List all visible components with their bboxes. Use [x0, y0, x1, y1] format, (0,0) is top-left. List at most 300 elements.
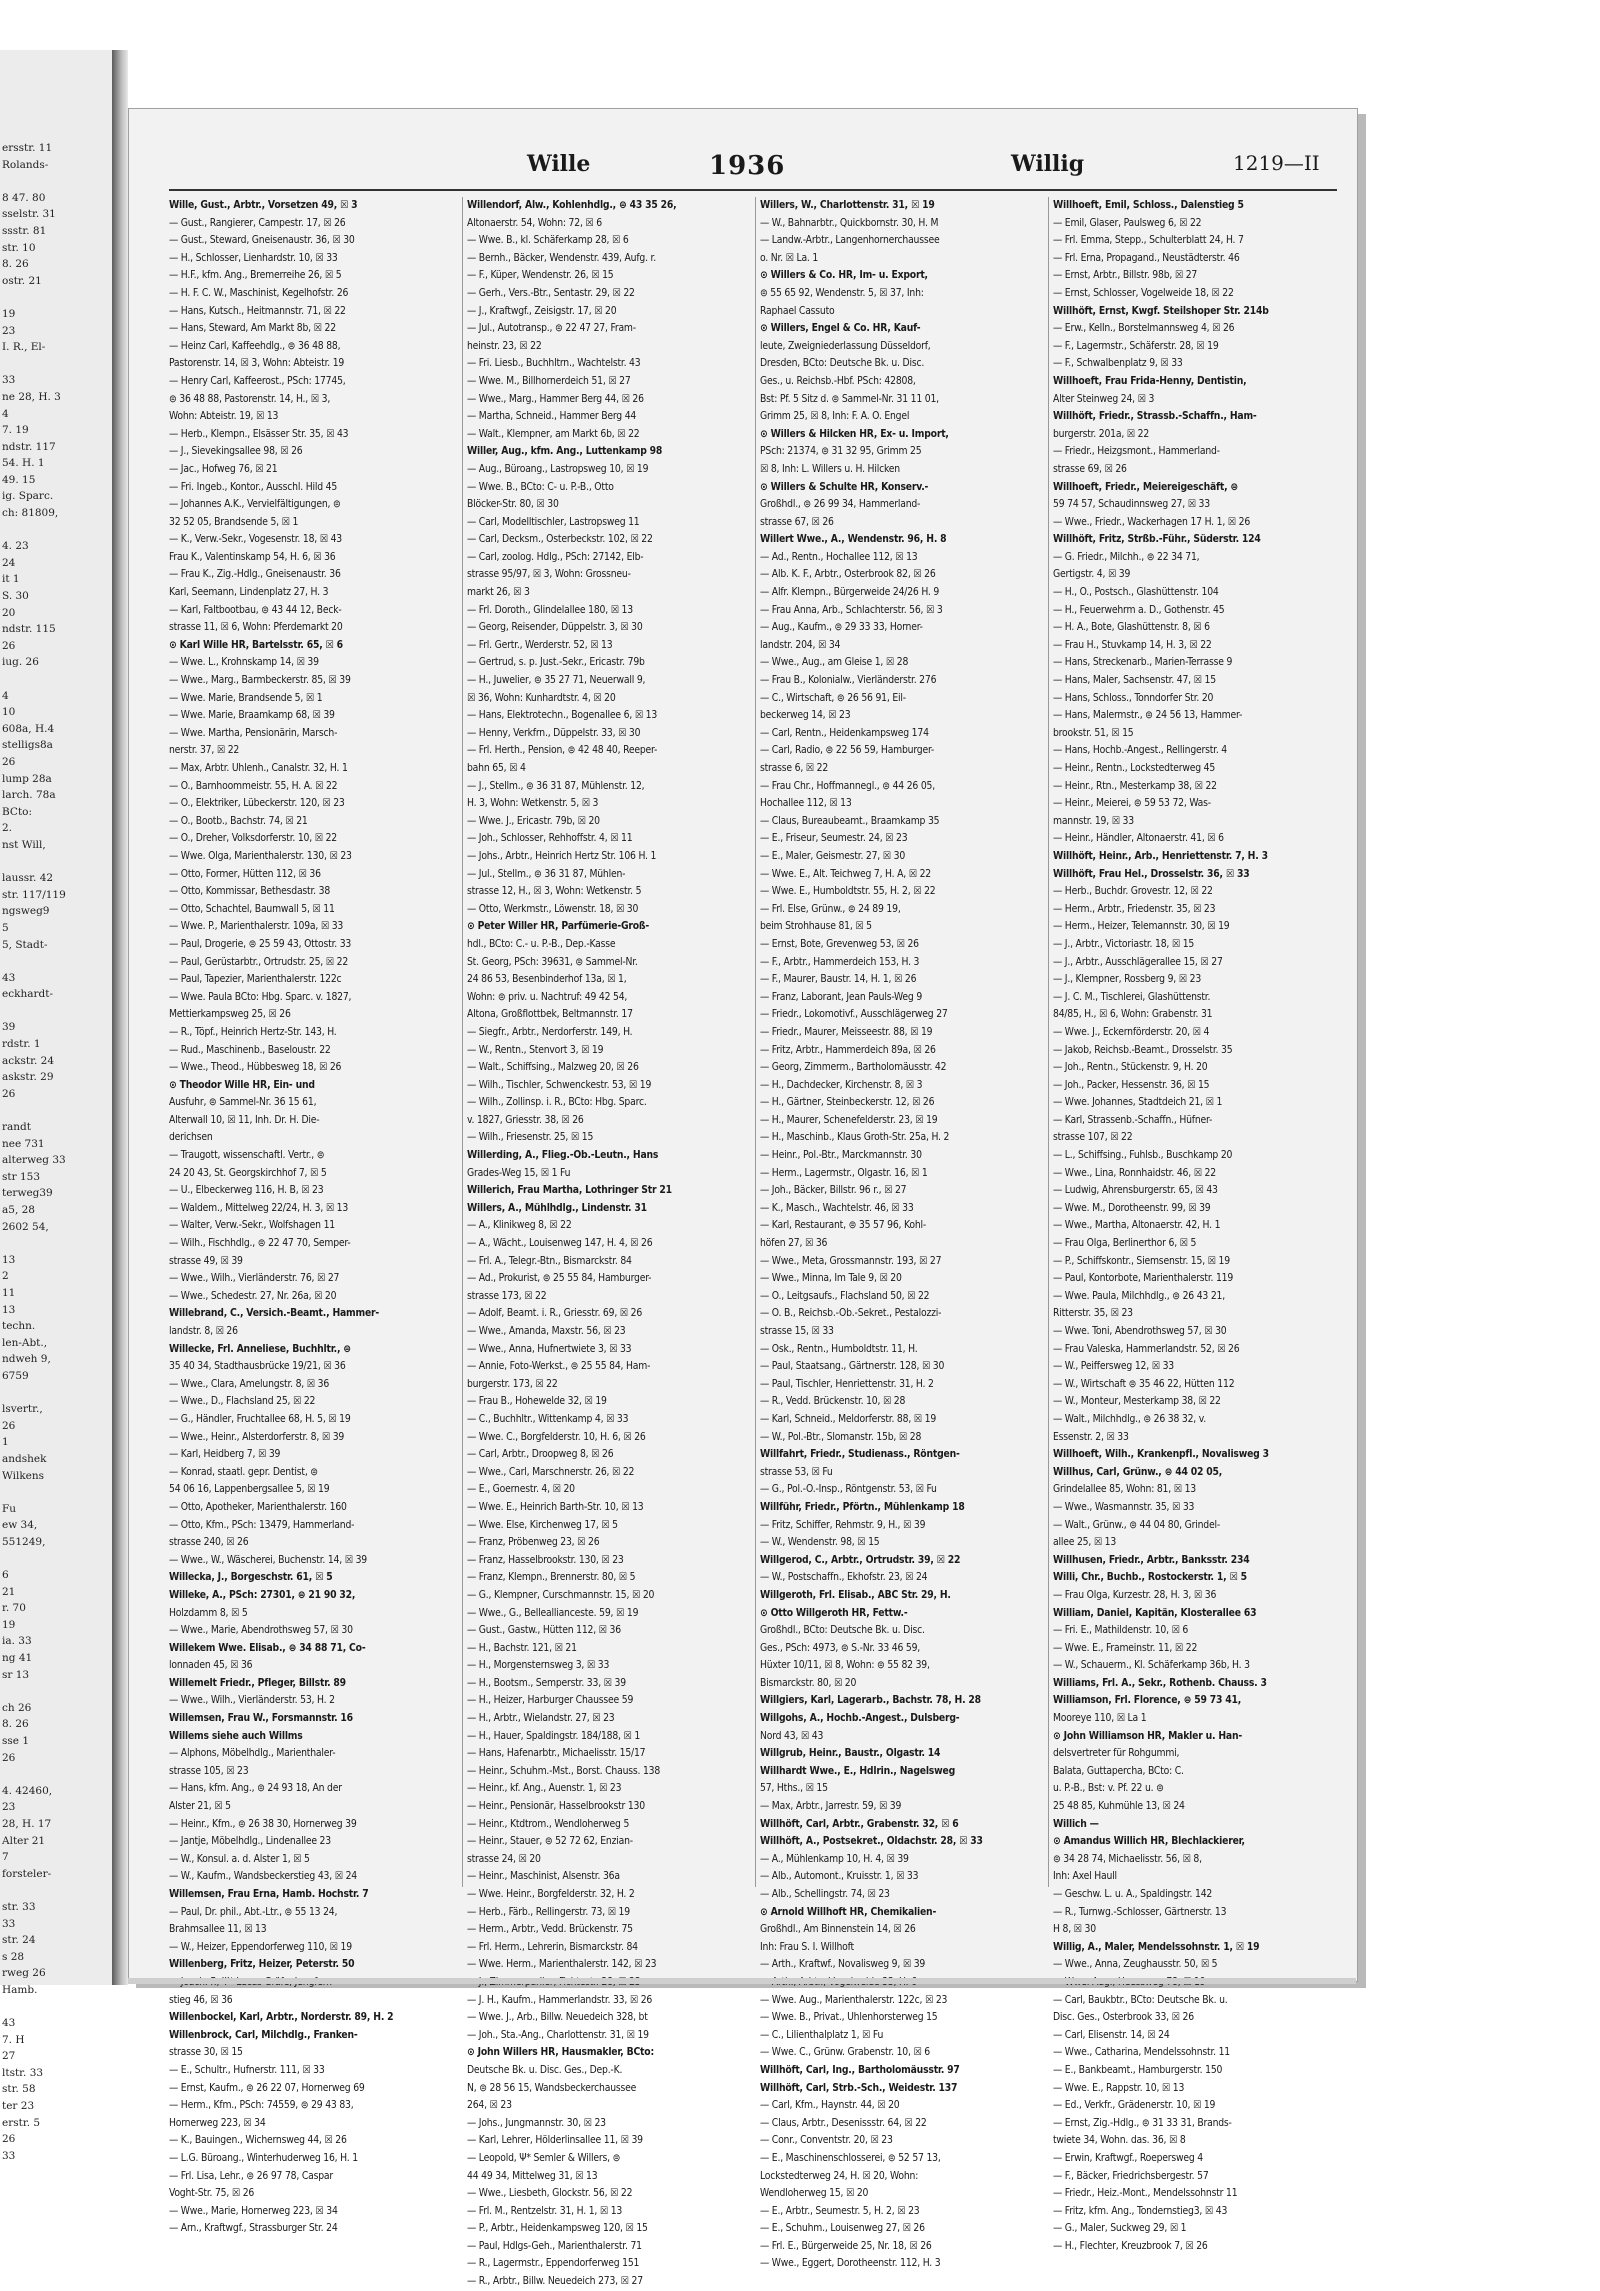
directory-entry: Wohn: Abteistr. 19, ☒ 13	[169, 410, 279, 423]
directory-entry: lonnaden 45, ☒ 36	[169, 1659, 253, 1672]
previous-page-fragment: 26	[2, 1419, 16, 1432]
directory-entry: ⊙ Amandus Willich HR, Blechlackierer,	[1053, 1835, 1245, 1848]
directory-entry: — J. C. M., Tischlerei, Glashüttenstr.	[1053, 990, 1211, 1003]
directory-entry: Willgiers, Karl, Lagerarb., Bachstr. 78, H. 28	[760, 1694, 981, 1707]
previous-page-fragment: techn.	[2, 1320, 36, 1333]
directory-entry: — W., Bahnarbtr., Quickbornstr. 30, H. M	[760, 216, 939, 229]
directory-entry: ☒ 36, Wohn: Kunhardtstr. 4, ☒ 20	[467, 691, 616, 704]
directory-entry: — Ernst, Bote, Grevenweg 53, ☒ 26	[760, 937, 919, 950]
directory-entry: — Wwe. Paula BCto: Hbg. Sparc. v. 1827,	[169, 990, 352, 1003]
directory-entry: — R., Turnwg.-Schlosser, Gärtnerstr. 13	[1053, 1905, 1227, 1918]
directory-entry: — Wwe., Anna, Hufnertwiete 3, ☒ 33	[467, 1342, 632, 1355]
directory-entry: — Frl. Herm., Lehrerin, Bismarckstr. 84	[467, 1940, 638, 1953]
directory-entry: Willhöft, Ernst, Kwgf. Steilshoper Str. 214b	[1053, 304, 1269, 317]
directory-entry: — Wwe., G., Belleallianceste. 59, ☒ 19	[467, 1606, 639, 1619]
directory-entry: landstr. 8, ☒ 26	[169, 1325, 238, 1337]
directory-entry: — Heinr., Kfm., ⊜ 26 38 30, Hornerweg 39	[169, 1817, 357, 1830]
directory-entry: — Wwe. J., Eckernförderstr. 20, ☒ 4	[1053, 1025, 1210, 1038]
directory-entry: Willhardt Wwe., E., Hdlrin., Nagelsweg	[760, 1764, 955, 1777]
directory-entry: — Alb., Schellingstr. 74, ☒ 23	[760, 1888, 890, 1900]
previous-page-fragment: str. 58	[2, 2083, 36, 2096]
previous-page-fragment: Wilkens	[2, 1469, 45, 1482]
directory-entry: burgerstr. 201a, ☒ 22	[1053, 427, 1150, 440]
directory-entry: — Herb., Klempn., Elsässer Str. 35, ☒ 43	[169, 427, 349, 440]
directory-entry: H. 3, Wohn: Wetkenstr. 5, ☒ 3	[467, 797, 599, 810]
previous-page-fragment: nee 731	[2, 1137, 45, 1150]
directory-entry: — Paul, Staatsang., Gärtnerstr. 128, ☒ 30	[760, 1360, 945, 1373]
directory-entry: — Paul, Gerüstarbtr., Ortrudstr. 25, ☒ 22	[169, 955, 349, 968]
directory-entry: 54 06 16, Lappenbergsallee 5, ☒ 19	[169, 1483, 330, 1496]
directory-entry: — Rud., Maschinenb., Baseloustr. 22	[169, 1043, 331, 1056]
directory-entry: — Wwe. Marie, Braamkamp 68, ☒ 39	[169, 709, 335, 722]
directory-entry: Dresden, BCto: Deutsche Bk. u. Disc.	[760, 357, 925, 370]
directory-entry: — O., Dreher, Volksdorferstr. 10, ☒ 22	[169, 832, 337, 845]
directory-entry: — Wwe., D., Flachsland 25, ☒ 22	[169, 1395, 316, 1408]
directory-entry: — Wwe. E., Alt. Teichweg 7, H. A, ☒ 22	[760, 867, 931, 880]
directory-entry: Altonaerstr. 54, Wohn: 72, ☒ 6	[467, 216, 602, 229]
directory-entry: — Frau B., Kolonialw., Vierländerstr. 276	[760, 674, 937, 687]
directory-entry: — R., Arbtr., Billw. Neuedeich 273, ☒ 27	[467, 2275, 643, 2288]
directory-entry: — K., Bauingen., Wichernsweg 44, ☒ 26	[169, 2134, 347, 2147]
directory-entry: — Jac., Hofweg 76, ☒ 21	[169, 462, 278, 475]
previous-page-fragment: ndstr. 117	[2, 440, 56, 453]
directory-entry: — Walt., Grünw., ⊜ 44 04 80, Grindel-	[1053, 1518, 1220, 1531]
directory-entry: — Karl, Faltbootbau, ⊜ 43 44 12, Beck-	[169, 603, 342, 616]
directory-entry: strasse 6, ☒ 22	[760, 762, 829, 774]
directory-entry: — Walt., Milchhdlg., ⊜ 26 38 32, v.	[1053, 1412, 1207, 1425]
directory-entry: Großhdl., Am Binnenstein 14, ☒ 26	[760, 1923, 916, 1936]
directory-entry: Altona, Großflottbek, Beltmannstr. 17	[467, 1008, 633, 1021]
directory-entry: Inh: Frau S. I. Willhoft	[760, 1940, 854, 1953]
directory-entry: — Heinr., Ktdtrom., Wendloherweg 5	[467, 1817, 630, 1830]
directory-entry: — W., Rentn., Stenvort 3, ☒ 19	[467, 1043, 604, 1056]
directory-entry: — Heinr., Rtn., Mesterkamp 38, ☒ 22	[1053, 779, 1217, 792]
page-bottom-edge	[128, 1978, 1356, 1984]
directory-entry: William, Daniel, Kapitän, Klosterallee 63	[1053, 1606, 1257, 1619]
directory-entry: nerstr. 37, ☒ 22	[169, 744, 240, 757]
previous-page-fragment	[2, 356, 112, 373]
directory-entry: — Wwe., Martha, Altonaerstr. 42, H. 1	[1053, 1219, 1221, 1232]
directory-entry: — Alb. K. F., Arbtr., Osterbrook 82, ☒ 26	[760, 568, 936, 581]
directory-entry: — Wwe., Wilh., Vierländerstr. 76, ☒ 27	[169, 1272, 340, 1285]
previous-page-fragment: 7. H	[2, 2033, 25, 2046]
previous-page-fragment: ltstr. 33	[2, 2066, 44, 2079]
directory-entry: — E., Maschinenschlosserei, ⊜ 52 57 13,	[760, 2151, 941, 2164]
directory-entry: Willemsen, Frau Erna, Hamb. Hochstr. 7	[169, 1888, 369, 1900]
directory-entry: PSch: 21374, ⊜ 31 32 95, Grimm 25	[760, 445, 922, 458]
directory-entry: — Franz, Klempn., Brennerstr. 80, ☒ 5	[467, 1571, 636, 1584]
directory-entry: — Karl, Heidberg 7, ☒ 39	[169, 1448, 281, 1461]
directory-entry: — C., Lilienthalplatz 1, ☒ Fu	[760, 2028, 884, 2041]
header-page-number: 1219—II	[1233, 151, 1320, 175]
directory-entry: o. Nr. ☒ La. 1	[760, 251, 819, 264]
directory-entry: — H., Flechter, Kreuzbrook 7, ☒ 26	[1053, 2239, 1208, 2252]
directory-entry: — Wwe., Meta, Grossmannstr. 193, ☒ 27	[760, 1254, 942, 1267]
previous-page-fragment: ackstr. 24	[2, 1054, 55, 1067]
directory-entry: — Landw.-Arbtr., Langenhornerchaussee	[760, 234, 940, 247]
directory-entry: mannstr. 19, ☒ 33	[1053, 814, 1134, 827]
previous-page-fragment: it 1	[2, 573, 20, 586]
directory-entry: — H. F. C. W., Maschinist, Kegelhofstr. 26	[169, 286, 349, 299]
previous-page-fragment: 26	[2, 1087, 16, 1100]
directory-entry: strasse 53, ☒ Fu	[760, 1465, 833, 1478]
directory-entry: — Wwe. B., kl. Schäferkamp 28, ☒ 6	[467, 234, 629, 247]
directory-entry: ⊙ Willers, Engel & Co. HR, Kauf-	[760, 322, 921, 335]
directory-entry: ⊜ 36 48 88, Pastorenstr. 14, H., ☒ 3,	[169, 392, 331, 405]
directory-entry: — Paul, Tapezier, Marienthalerstr. 122c	[169, 973, 342, 986]
directory-entry: — C., Buchhltr., Wittenkamp 4, ☒ 33	[467, 1412, 629, 1425]
directory-entry: — Wwe. C., Grünw. Grabenstr. 10, ☒ 6	[760, 2046, 930, 2059]
directory-entry: — Wwe. Heinr., Borgfelderstr. 32, H. 2	[467, 1888, 635, 1900]
directory-entry: — Hans, Hochb.-Angest., Rellingerstr. 4	[1053, 744, 1227, 757]
directory-entry: — Jul., Stellm., ⊜ 36 31 87, Mühlen-	[467, 867, 626, 880]
directory-entry: — Wwe., Clara, Amelungstr. 8, ☒ 36	[169, 1377, 330, 1390]
directory-entry: Willert Wwe., A., Wendenstr. 96, H. 8	[760, 533, 947, 546]
directory-entry: — Hans, Maler, Sachsenstr. 47, ☒ 15	[1053, 674, 1216, 687]
previous-page-fragment: 4. 42460,	[2, 1784, 53, 1797]
previous-page-fragment	[2, 854, 112, 871]
directory-entry: — Friedr., Lokomotivf., Ausschlägerweg 27	[760, 1008, 948, 1021]
previous-page-fragment: I. R., El-	[2, 341, 46, 354]
directory-entry: — Wwe., W., Wäscherei, Buchenstr. 14, ☒ 39	[169, 1553, 367, 1566]
directory-entry: stieg 46, ☒ 36	[169, 1993, 233, 2006]
previous-page-fragment	[2, 289, 112, 306]
directory-entry: — Wwe., Wilh., Vierländerstr. 53, H. 2	[169, 1694, 335, 1707]
directory-entry: — J., Arbtr., Ausschlägerallee 15, ☒ 27	[1053, 955, 1223, 968]
directory-entry: — Wwe., Liesbeth, Glockstr. 56, ☒ 22	[467, 2187, 633, 2200]
directory-entry: Willhoeft, Friedr., Meiereigeschäft, ⊜	[1053, 480, 1238, 493]
directory-entry: — Wwe., Minna, Im Tale 9, ☒ 20	[760, 1272, 902, 1285]
previous-page-fragment	[2, 1102, 112, 1119]
directory-entry: — F., Küper, Wendenstr. 26, ☒ 15	[467, 269, 614, 282]
previous-page-fragment: Fu	[2, 1502, 17, 1515]
previous-page-fragment: askstr. 29	[2, 1071, 54, 1084]
directory-entry: — Herm., Arbtr., Friedenstr. 35, ☒ 23	[1053, 902, 1216, 915]
directory-entry: Grades-Weg 15, ☒ 1 Fu	[467, 1166, 571, 1179]
directory-entry: — U., Elbeckerweg 116, H. B, ☒ 23	[169, 1184, 324, 1197]
directory-entry: — L.G. Büroang., Winterhuderweg 16, H. 1	[169, 2151, 358, 2164]
directory-entry: Voght-Str. 75, ☒ 26	[169, 2187, 255, 2200]
previous-page-fragment	[2, 1235, 112, 1252]
directory-entry: H 8, ☒ 30	[1053, 1923, 1096, 1936]
directory-entry: — Wwe. B., Privat., Uhlenhorsterweg 15	[760, 2011, 938, 2024]
directory-entry: — Ad., Rentn., Hochallee 112, ☒ 13	[760, 550, 918, 563]
directory-entry: derichsen	[169, 1131, 213, 1144]
directory-entry: Karl, Seemann, Lindenplatz 27, H. 3	[169, 586, 329, 599]
directory-entry: — Wwe., Carl, Marschnerstr. 26, ☒ 22	[467, 1465, 635, 1478]
previous-page-fragment: 26	[2, 1751, 16, 1764]
directory-entry: — G., Klempner, Curschmannstr. 15, ☒ 20	[467, 1588, 655, 1601]
directory-entry: Wendloherweg 15, ☒ 20	[760, 2187, 869, 2200]
directory-entry: — Frau Olga, Kurzestr. 28, H. 3, ☒ 36	[1053, 1588, 1217, 1601]
directory-entry: 264, ☒ 23	[467, 2099, 512, 2112]
previous-page-fragment	[2, 1766, 112, 1783]
previous-page-fragment: eckhardt-	[2, 988, 53, 1001]
previous-page-fragment	[2, 1003, 112, 1020]
previous-page-fragment: 4. 23	[2, 540, 29, 553]
directory-entry: — Arn., Kraftwgf., Strassburger Str. 24	[169, 2222, 338, 2235]
directory-entry: — Hans, Steward, Am Markt 8b, ☒ 22	[169, 322, 336, 335]
directory-entry: — W., Monteur, Mesterkamp 38, ☒ 22	[1053, 1395, 1221, 1408]
previous-page-fragment	[2, 671, 112, 688]
directory-entry: brookstr. 51, ☒ 15	[1053, 726, 1134, 739]
directory-entry: — Herm., Arbtr., Vedd. Brückenstr. 75	[467, 1923, 633, 1936]
previous-page-fragment: sselstr. 31	[2, 208, 56, 221]
directory-entry: — Henry Carl, Kaffeerost., PSch: 17745,	[169, 374, 346, 387]
directory-entry: Willhöft, Fritz, Strßb.-Führ., Süderstr. 124	[1053, 533, 1261, 546]
directory-entry: strasse 240, ☒ 26	[169, 1536, 249, 1549]
directory-entry: strasse 95/97, ☒ 3, Wohn: Grossneu-	[467, 568, 631, 581]
directory-entry: — Heinr., Pol.-Btr., Marckmannstr. 30	[760, 1149, 922, 1162]
directory-entry: Willhoeft, Frau Frida-Henny, Dentistin,	[1053, 374, 1247, 387]
previous-page-fragment: 5, Stadt-	[2, 938, 48, 951]
directory-entry: — Frl. Emma, Stepp., Schulterblatt 24, H. 7	[1053, 234, 1244, 247]
directory-entry: ⊙ Willers & Co. HR, Im- u. Export,	[760, 269, 928, 282]
directory-entry: — Heinr., Meierei, ⊜ 59 53 72, Was-	[1053, 797, 1211, 810]
directory-entry: Willhöft, Carl, Arbtr., Grabenstr. 32, ☒ 6	[760, 1817, 959, 1830]
directory-entry: — F., Schwalbenplatz 9, ☒ 33	[1053, 357, 1183, 370]
directory-entry: — Wwe. J., Ericastr. 79b, ☒ 20	[467, 814, 600, 827]
directory-entry: — Karl, Restaurant, ⊜ 35 57 96, Kohl-	[760, 1219, 927, 1232]
directory-entry: — Gerh., Vers.-Btr., Sentastr. 29, ☒ 22	[467, 286, 635, 299]
previous-page-fragment: ew 34,	[2, 1519, 38, 1532]
directory-entry: — Wwe., Wasmannstr. 35, ☒ 33	[1053, 1500, 1195, 1513]
directory-entry: — Martha, Schneid., Hammer Berg 44	[467, 410, 637, 423]
directory-entry: — Frl. Herth., Pension, ⊜ 42 48 40, Reeper-	[467, 744, 658, 757]
directory-entry: Alterwall 10, ☒ 11, Inh. Dr. H. Die-	[169, 1113, 320, 1126]
previous-page-fragment	[2, 1882, 112, 1899]
directory-entry: — Hans, Malermstr., ⊜ 24 56 13, Hammer-	[1053, 709, 1243, 722]
previous-page-fragment: 24	[2, 556, 16, 569]
previous-page-fragment: 54. H. 1	[2, 457, 45, 470]
directory-entry: — Herm., Lagermstr., Olgastr. 16, ☒ 1	[760, 1166, 928, 1179]
directory-entry: — Bernh., Bäcker, Wendenstr. 439, Aufg. r.	[467, 251, 656, 264]
directory-entry: — Gust., Rangierer, Campestr. 17, ☒ 26	[169, 216, 346, 229]
directory-entry: — Otto, Werkmstr., Löwenstr. 18, ☒ 30	[467, 902, 639, 915]
directory-entry: — F., Bäcker, Friedrichsbergestr. 57	[1053, 2169, 1209, 2182]
previous-page-fragment: 8 47. 80	[2, 191, 46, 204]
directory-entry: — Traugott, wissenschaftl. Vertr., ⊜	[169, 1149, 325, 1162]
directory-entry: — Wwe. Paula, Milchhdlg., ⊜ 26 43 21,	[1053, 1289, 1225, 1302]
previous-page-fragment: str. 24	[2, 1934, 36, 1947]
directory-entry: — J. H., Kaufm., Hammerlandstr. 33, ☒ 26	[467, 1993, 653, 2006]
directory-entry: — Herm., Kfm., PSch: 74559, ⊜ 29 43 83,	[169, 2099, 354, 2112]
previous-page-fragment: a5, 28	[2, 1204, 35, 1216]
header-year: 1936	[709, 151, 786, 181]
directory-entry: beim Strohhause 81, ☒ 5	[760, 920, 872, 933]
directory-entry: — Carl, Arbtr., Droopweg 8, ☒ 26	[467, 1448, 614, 1461]
directory-entry: — Joh., Packer, Hessenstr. 36, ☒ 15	[1053, 1078, 1210, 1091]
directory-entry: — Wwe., Lina, Ronnhaidstr. 46, ☒ 22	[1053, 1166, 1216, 1179]
directory-entry: — Carl, Decksm., Osterbeckstr. 102, ☒ 22	[467, 533, 653, 546]
directory-entry: Willenberg, Fritz, Heizer, Peterstr. 50	[169, 1958, 355, 1971]
directory-entry: — Fritz, Arbtr., Hammerdeich 89a, ☒ 26	[760, 1043, 936, 1056]
previous-page-fragment: ndstr. 115	[2, 623, 56, 636]
directory-entry: hdl., BCto: C.- u. P.-B., Dep.-Kasse	[467, 937, 616, 950]
directory-entry: — Wwe. Marie, Brandsende 5, ☒ 1	[169, 691, 323, 704]
directory-entry: — Heinr., Pensionär, Hasselbrookstr 130	[467, 1800, 645, 1813]
directory-entry: — Karl, Schneid., Meldorferstr. 88, ☒ 19	[760, 1412, 937, 1425]
previous-page-fragment: andshek	[2, 1452, 47, 1465]
directory-entry: — Wwe., Anna, Zeughausstr. 50, ☒ 5	[1053, 1958, 1218, 1971]
directory-entry: Balata, Guttapercha, BCto: C.	[1053, 1764, 1184, 1777]
directory-entry: — Frl. E., Bürgerweide 25, Nr. 18, ☒ 26	[760, 2239, 932, 2252]
directory-entry: — J., Klempner, Rossberg 9, ☒ 23	[1053, 973, 1202, 986]
directory-entry: allee 25, ☒ 13	[1053, 1536, 1117, 1549]
previous-page-fragment: rweg 26	[2, 1967, 46, 1980]
directory-entry: — Henny, Verkfrn., Düppelstr. 33, ☒ 30	[467, 726, 641, 739]
directory-entry: — G., Maler, Suckweg 29, ☒ 1	[1053, 2222, 1187, 2235]
directory-entry: Willhoeft, Wilh., Krankenpfl., Novalisweg 3	[1053, 1448, 1269, 1461]
directory-entry: — E., Goernestr. 4, ☒ 20	[467, 1483, 575, 1496]
directory-entry: ⊙ Otto Willgeroth HR, Fettw.-	[760, 1606, 908, 1619]
directory-entry: — Wwe., Marie, Abendrothsweg 57, ☒ 30	[169, 1624, 353, 1637]
directory-entry: — Gust., Steward, Gneisenaustr. 36, ☒ 30	[169, 234, 355, 247]
directory-entry: — Frl. Lisa, Lehr., ⊜ 26 97 78, Caspar	[169, 2169, 333, 2182]
previous-page-fragment: ersstr. 11	[2, 142, 53, 154]
directory-entry: — E., Bankbeamt., Hamburgerstr. 150	[1053, 2063, 1223, 2076]
directory-entry: — Frau Olga, Berlinerthor 6, ☒ 5	[1053, 1237, 1197, 1250]
directory-entry: — Carl, Elisenstr. 14, ☒ 24	[1053, 2028, 1170, 2041]
previous-page-fragment: laussr. 42	[2, 872, 54, 885]
directory-entry: — Aug., Büroang., Lastropsweg 10, ☒ 19	[467, 462, 649, 475]
directory-entry: — Ernst, Arbtr., Billstr. 98b, ☒ 27	[1053, 269, 1198, 282]
directory-entry: Ges., PSch: 4973, ⊜ S.-Nr. 33 46 59,	[760, 1641, 921, 1654]
directory-entry: — W., Heizer, Eppendorferweg 110, ☒ 19	[169, 1940, 352, 1953]
directory-entry: — O., Barnhoommeistr. 55, H. A. ☒ 22	[169, 779, 338, 792]
directory-entry: — Wwe. Olga, Marienthalerstr. 130, ☒ 23	[169, 849, 352, 862]
directory-entry: — Leopold, Ψ* Semler & Willers, ⊜	[467, 2151, 621, 2164]
directory-entry: — W., Konsul. a. d. Alster 1, ☒ 5	[169, 1852, 310, 1865]
previous-page-fragment: 33	[2, 1917, 16, 1930]
directory-entry: Willhusen, Friedr., Arbtr., Banksstr. 234	[1053, 1553, 1250, 1566]
previous-page-fragment: 43	[2, 971, 16, 984]
directory-entry: — R., Lagermstr., Eppendorferweg 151	[467, 2257, 640, 2270]
directory-entry: — Wwe., Aug., am Gleise 1, ☒ 28	[760, 656, 909, 669]
directory-entry: Willhöft, Carl, Ing., Bartholomäusstr. 97	[760, 2063, 960, 2076]
directory-entry: Williams, Frl. A., Sekr., Rothenb. Chauss. 3	[1053, 1676, 1267, 1689]
directory-page	[128, 108, 1358, 2288]
directory-entry: — P., Arbtr., Heidenkampsweg 120, ☒ 15	[467, 2222, 648, 2235]
directory-entry: — Carl, Kfm., Haynstr. 44, ☒ 20	[760, 2099, 900, 2112]
directory-entry: — Johs., Jungmannstr. 30, ☒ 23	[467, 2116, 606, 2129]
directory-entry: beckerweg 14, ☒ 23	[760, 709, 851, 722]
directory-entry: — Ernst, Kaufm., ⊜ 26 22 07, Hornerweg 69	[169, 2081, 365, 2094]
header-last-name: Willig	[1011, 151, 1085, 177]
previous-page-fragment	[2, 1683, 112, 1700]
directory-entry: — Wwe., Amanda, Maxstr. 56, ☒ 23	[467, 1325, 626, 1337]
directory-entry: Willgerod, C., Arbtr., Ortrudstr. 39, ☒ 22	[760, 1553, 961, 1566]
directory-entry: Willgrub, Heinr., Baustr., Olgastr. 14	[760, 1747, 941, 1760]
previous-page-fragment: 19	[2, 307, 16, 320]
directory-entry: — H., Morgensternsweg 3, ☒ 33	[467, 1659, 610, 1672]
directory-entry: — Walter, Verw.-Sekr., Wolfshagen 11	[169, 1219, 335, 1232]
directory-entry: Bst: Pf. 5 Sitz d. ⊜ Sammel-Nr. 31 11 01,	[760, 392, 939, 405]
directory-entry: — W., Wirtschaft ⊜ 35 46 22, Hütten 112	[1053, 1377, 1235, 1390]
directory-entry: — Wwe., Eggert, Dorotheenstr. 112, H. 3	[760, 2257, 941, 2270]
directory-entry: — W., Peiffersweg 12, ☒ 33	[1053, 1360, 1174, 1373]
directory-entry: Ges., u. Reichsb.-Hbf. PSch: 42808,	[760, 374, 916, 387]
directory-entry: — Heinr., Schuhm.-Mst., Borst. Chauss. 138	[467, 1764, 661, 1777]
directory-entry: — K., Verw.-Sekr., Vogesenstr. 18, ☒ 43	[169, 533, 342, 546]
directory-entry: — H., Feuerwehrm a. D., Gothenstr. 45	[1053, 603, 1225, 616]
directory-entry: — G., Händler, Fruchtallee 68, H. 5, ☒ 19	[169, 1412, 351, 1425]
directory-entry: Willerich, Frau Martha, Lothringer Str 21	[467, 1184, 672, 1197]
directory-entry: Wohn: ⊜ priv. u. Nachtruf: 49 42 54,	[467, 990, 628, 1003]
header-rule	[169, 189, 1337, 191]
previous-page-fragment: S. 30	[2, 590, 29, 603]
directory-entry: — Otto, Kommissar, Bethesdastr. 38	[169, 885, 331, 898]
previous-page-fragment: str. 33	[2, 1900, 36, 1913]
previous-page-fragment: randt	[2, 1121, 31, 1134]
directory-entry: Ritterstr. 35, ☒ 23	[1053, 1307, 1133, 1320]
directory-entry: — F., Lagermstr., Schäferstr. 28, ☒ 19	[1053, 339, 1219, 352]
directory-entry: — K., Masch., Wachtelstr. 46, ☒ 33	[760, 1201, 914, 1214]
directory-entry: — Carl, Radio, ⊜ 22 56 59, Hamburger-	[760, 744, 935, 757]
directory-entry: — Geschw. L. u. A., Spaldingstr. 142	[1053, 1888, 1213, 1900]
directory-entry: — E., Schultr., Hufnerstr. 111, ☒ 33	[169, 2063, 325, 2076]
directory-entry: — Erwin, Kraftwgf., Roepersweg 4	[1053, 2151, 1203, 2164]
directory-entry: — Wwe. E., Humboldtstr. 55, H. 2, ☒ 22	[760, 885, 936, 898]
previous-page-fragment: ngsweg9	[2, 905, 50, 918]
directory-entry: Willendorf, Alw., Kohlenhdlg., ⊜ 43 35 26,	[467, 199, 677, 211]
directory-entry: — Herb., Färb., Rellingerstr. 73, ☒ 19	[467, 1905, 630, 1918]
directory-entry: — Jul., Autotransp., ⊜ 22 47 27, Fram-	[467, 322, 636, 335]
directory-entry: 25 48 85, Kuhmühle 13, ☒ 24	[1053, 1800, 1185, 1813]
previous-page-fragment: ch 26	[2, 1701, 32, 1714]
directory-entry: — Frl. Erna, Propagand., Neustädterstr. 46	[1053, 251, 1240, 264]
directory-entry: Mooreye 110, ☒ La 1	[1053, 1712, 1147, 1725]
directory-entry: Willfahrt, Friedr., Studienass., Röntgen-	[760, 1448, 960, 1461]
directory-entry: — Frl. M., Rentzelstr. 31, H. 1, ☒ 13	[467, 2204, 623, 2217]
directory-entry: — Ad., Prokurist, ⊜ 25 55 84, Hamburger-	[467, 1272, 652, 1285]
directory-entry: — R., Töpf., Heinrich Hertz-Str. 143, H.	[169, 1025, 337, 1038]
directory-entry: — Wwe. Else, Kirchenweg 17, ☒ 5	[467, 1518, 618, 1531]
directory-entry: — E., Arbtr., Seumestr. 5, H. 2, ☒ 23	[760, 2204, 920, 2217]
directory-entry: — Carl, Modelltischler, Lastropsweg 11	[467, 515, 640, 528]
directory-entry: strasse 107, ☒ 22	[1053, 1131, 1133, 1144]
previous-page-fragment: str. 117/119	[2, 888, 66, 901]
directory-entry: — Joh., Sta.-Ang., Charlottenstr. 31, ☒ 19	[467, 2028, 649, 2041]
directory-entry: — Heinz Carl, Kaffeehdlg., ⊜ 36 48 88,	[169, 339, 341, 352]
directory-entry: — Claus, Bureaubeamt., Braamkamp 35	[760, 814, 940, 827]
directory-entry: Willecka, J., Borgeschstr. 61, ☒ 5	[169, 1571, 333, 1584]
previous-page-fragment	[2, 173, 112, 190]
directory-entry: — P., Schiffskontr., Siemsenstr. 15, ☒ 19	[1053, 1254, 1230, 1267]
directory-entry: — Herm., Heizer, Telemannstr. 30, ☒ 19	[1053, 920, 1230, 933]
previous-page-fragment: ng 41	[2, 1652, 33, 1665]
directory-entry: Willgohs, A., Hochb.-Angest., Dulsberg-	[760, 1712, 960, 1725]
directory-entry: — Frau Chr., Hoffmannegl., ⊜ 44 26 05,	[760, 779, 935, 792]
directory-entry: — Wwe. Martha, Pensionärin, Marsch-	[169, 726, 338, 739]
directory-entry: Mettierkampsweg 25, ☒ 26	[169, 1008, 291, 1021]
directory-entry: — Annie, Foto-Werkst., ⊜ 25 55 84, Ham-	[467, 1360, 651, 1373]
directory-entry: — Osk., Rentn., Humboldtstr. 11, H.	[760, 1342, 918, 1355]
directory-entry: — W., Pol.-Btr., Slomanstr. 15b, ☒ 28	[760, 1430, 922, 1443]
previous-page-fragment	[2, 522, 112, 539]
directory-entry: 59 74 57, Schaudinnsweg 27, ☒ 33	[1053, 498, 1210, 511]
directory-entry: — Fri. Ingeb., Kontor., Ausschl. Hild 45	[169, 480, 338, 493]
directory-entry: — Frau H., Stuvkamp 14, H. 3, ☒ 22	[1053, 638, 1212, 651]
previous-page-fragment: 4	[2, 689, 9, 702]
directory-entry: — Joh., Bäcker, Billstr. 96 r., ☒ 27	[760, 1184, 907, 1197]
directory-entry: — Wwe. C., Borgfelderstr. 10, H. 6, ☒ 26	[467, 1430, 646, 1443]
directory-entry: Willhöft, Heinr., Arb., Henriettenstr. 7, H. 3	[1053, 849, 1268, 862]
directory-entry: bahn 65, ☒ 4	[467, 762, 526, 774]
previous-page-fragment: Rolands-	[2, 158, 49, 171]
directory-entry: — Wwe. Johannes, Stadtdeich 21, ☒ 1	[1053, 1096, 1223, 1109]
directory-entry: — Joh., Schlosser, Rehhoffstr. 4, ☒ 11	[467, 832, 633, 845]
